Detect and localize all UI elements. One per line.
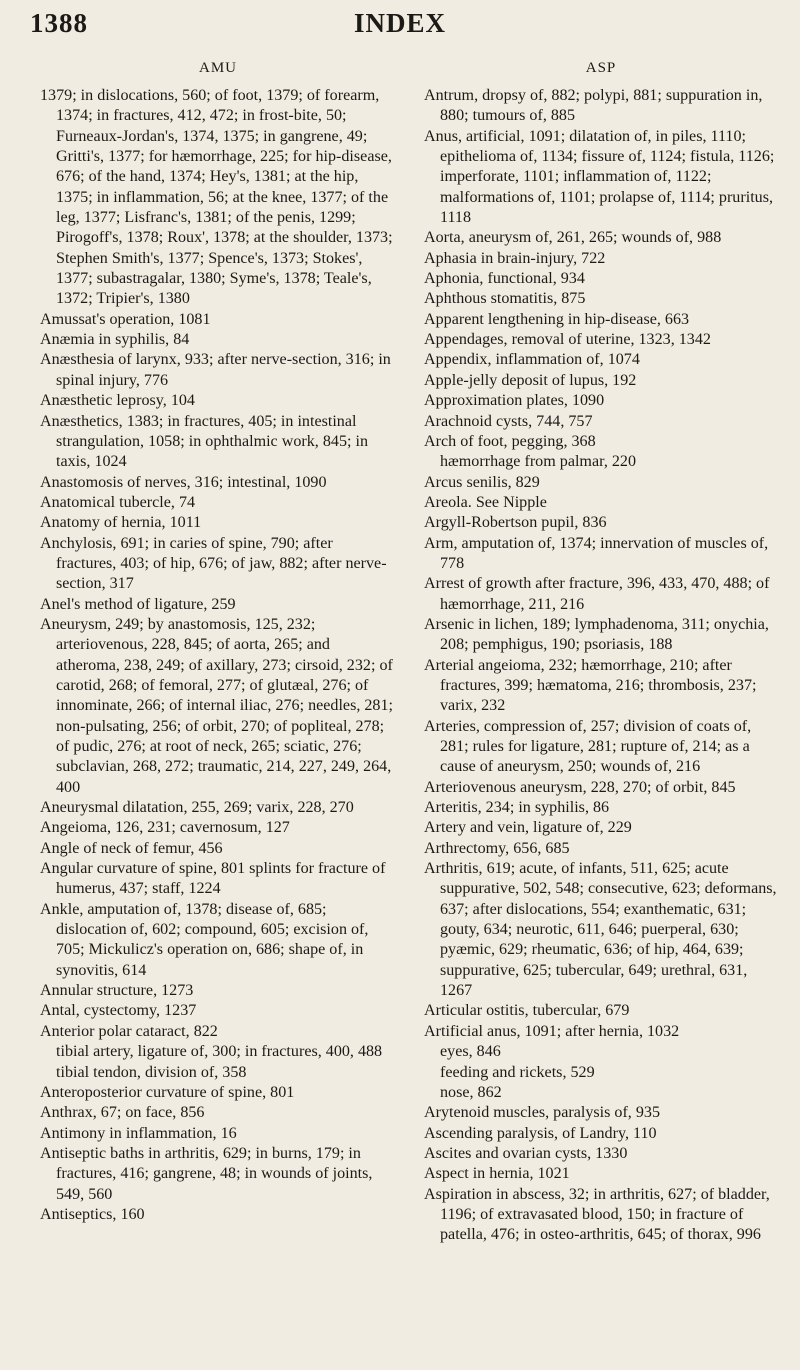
index-entry: hæmorrhage from palmar, 220 [440, 453, 637, 471]
page-number: 1388 [30, 8, 88, 38]
index-entry: Arcus senilis, 829 [424, 473, 540, 491]
index-entry: Anteroposterior curvature of spine, 801 [40, 1083, 295, 1101]
index-entry: Arteries, compression of, 257; division of coats of, 281; rules for ligature, 281; rupture of, 214; as a cause of aneurysm, 250; wounds of, 216 [424, 717, 752, 776]
index-entry: Anthrax, 67; on face, 856 [40, 1104, 205, 1122]
index-entry: Areola. See Nipple [424, 493, 547, 511]
index-entry: Appendix, inflammation of, 1074 [424, 351, 640, 369]
index-entry: Artery and vein, ligature of, 229 [424, 819, 632, 837]
index-entry: Aneurysm, 249; by anastomosis, 125, 232; arteriovenous, 228, 845; of aorta, 265; and atheroma, 238, 249; of axillary, 273; cirsoid, 232; of carotid, 268; of femoral, 277; of glutæal, 276; of innominate, 266; of internal iliac, 276; needles, 281; non-pulsating, 256; of orbit, 270; of popliteal, 278; of pudic, 276; at root of neck, 265; sciatic, 276; subclavian, 268, 272; traumatic, 214, 227, 249, 264, 400 [40, 615, 393, 796]
index-entry: Apparent lengthening in hip-disease, 663 [424, 310, 690, 328]
index-entry: eyes, 846 [440, 1043, 501, 1061]
index-entry: Articular ostitis, tubercular, 679 [424, 1002, 630, 1020]
index-entry: Anatomical tubercle, 74 [40, 493, 196, 511]
index-entry: Anastomosis of nerves, 316; intestinal, 1090 [40, 473, 327, 491]
index-entry: Aphasia in brain-injury, 722 [424, 249, 606, 267]
index-entry: Arterial angeioma, 232; hæmorrhage, 210; after fractures, 399; hæmatoma, 216; thrombosis, 237; varix, 232 [424, 656, 757, 715]
right-column-heading: ASP [585, 60, 617, 76]
index-entry: Anæmia in syphilis, 84 [40, 331, 190, 349]
index-entry: Anatomy of hernia, 1011 [40, 514, 202, 532]
index-entry: Arsenic in lichen, 189; lymphadenoma, 311; onychia, 208; pemphigus, 190; psoriasis, 188 [424, 615, 769, 654]
index-entry: Annular structure, 1273 [40, 982, 194, 1000]
index-entry: Arytenoid muscles, paralysis of, 935 [424, 1104, 660, 1122]
index-entry: 1379; in dislocations, 560; of foot, 1379; of forearm, 1374; in fractures, 412, 472; in frost-bite, 50; Furneaux-Jordan's, 1374, 1375; in gangrene, 49; Gritti's, 1377; for hæmorrhage, 225; for hip-disease, 676; of the hand, 1374; Hey's, 1381; at the hip, 1375; in inflammation, 56; at the knee, 1377; of the leg, 1377; Lisfranc's, 1381; of the penis, 1299; Pirogoff's, 1378; Roux', 1378; at the shoulder, 1373; Stephen Smith's, 1377; Spence's, 1373; Stokes', 1377; subastragalar, 1380; Syme's, 1378; Teale's, 1372; Tripier's, 1380 [40, 87, 393, 308]
index-entry: Appendages, removal of uterine, 1323, 1342 [424, 331, 711, 349]
index-entry: Apple-jelly deposit of lupus, 192 [424, 371, 637, 389]
index-entry: Ankle, amputation of, 1378; disease of, 685; dislocation of, 602; compound, 605; excision of, 705; Mickulicz's operation on, 686; shape of, in synovitis, 614 [40, 900, 369, 979]
left-column [40, 58, 396, 1225]
index-entry: Anus, artificial, 1091; dilatation of, in piles, 1110; epithelioma of, 1134; fissure of, 1124; fistula, 1126; imperforate, 1101; inflammation of, 1122; malformations of, 1101; prolapse of, 1114; pruritus, 1118 [424, 127, 775, 227]
index-entry: Arthritis, 619; acute, of infants, 511, 625; acute suppurative, 502, 548; consecutive, 623; deformans, 637; after dislocations, 554; exanthematic, 631; gouty, 634; neurotic, 611, 646; puerperal, 630; pyæmic, 629; rheumatic, 636; of hip, 464, 639; suppurative, 625; tubercular, 649; urethral, 631, 1267 [424, 860, 777, 1000]
index-entry: Approximation plates, 1090 [424, 392, 605, 410]
index-entry: Artificial anus, 1091; after hernia, 1032 [424, 1022, 680, 1040]
index-entry: Argyll-Robertson pupil, 836 [424, 514, 607, 532]
right-column [424, 58, 778, 1246]
index-entry: Aneurysmal dilatation, 255, 269; varix, 228, 270 [40, 799, 354, 817]
index-entry: Aspect in hernia, 1021 [424, 1165, 570, 1183]
index-entry: Antrum, dropsy of, 882; polypi, 881; suppuration in, 880; tumours of, 885 [424, 87, 763, 125]
index-entry: Anterior polar cataract, 822 [40, 1022, 218, 1040]
index-entry: Angular curvature of spine, 801 splints for fracture of humerus, 437; staff, 1224 [40, 860, 386, 898]
index-entry: Angeioma, 126, 231; cavernosum, 127 [40, 819, 290, 837]
left-entry-list [40, 86, 396, 1225]
index-entry: Amussat's operation, 1081 [40, 310, 211, 328]
index-entry: Arm, amputation of, 1374; innervation of muscles of, 778 [424, 534, 769, 572]
index-entry: tibial artery, ligature of, 300; in fractures, 400, 488 [56, 1043, 383, 1061]
index-entry: Arteriovenous aneurysm, 228, 270; of orbit, 845 [424, 778, 736, 796]
index-entry: Anel's method of ligature, 259 [40, 595, 236, 613]
index-entry: Anchylosis, 691; in caries of spine, 790; after fractures, 403; of hip, 676; of jaw, 882; after nerve-section, 317 [40, 534, 387, 593]
index-entry: nose, 862 [440, 1083, 502, 1101]
index-entry: Antiseptics, 160 [40, 1205, 145, 1223]
left-column-heading: AMU [198, 60, 237, 76]
index-entry: tibial tendon, division of, 358 [56, 1063, 247, 1081]
index-entry: Arthrectomy, 656, 685 [424, 839, 570, 857]
index-entry: Angle of neck of femur, 456 [40, 839, 223, 857]
index-entry: Ascites and ovarian cysts, 1330 [424, 1144, 628, 1162]
index-entry: Aphthous stomatitis, 875 [424, 290, 586, 308]
page-title: INDEX [353, 8, 446, 38]
index-entry: Arteritis, 234; in syphilis, 86 [424, 799, 610, 817]
index-entry: Anæsthetic leprosy, 104 [40, 392, 195, 410]
index-entry: feeding and rickets, 529 [440, 1063, 595, 1081]
index-entry: Anæsthesia of larynx, 933; after nerve-section, 316; in spinal injury, 776 [40, 351, 391, 389]
right-entry-list [424, 86, 778, 1246]
index-entry: Antimony in inflammation, 16 [40, 1124, 237, 1142]
index-entry: Aspiration in abscess, 32; in arthritis, 627; of bladder, 1196; of extravasated blood, 150; in fracture of patella, 476; in osteo-arthritis, 645; of thorax, 996 [424, 1185, 770, 1244]
index-entry: Arachnoid cysts, 744, 757 [424, 412, 593, 430]
index-entry: Ascending paralysis, of Landry, 110 [424, 1124, 657, 1142]
index-entry: Arch of foot, pegging, 368 [424, 432, 596, 450]
index-entry: Antal, cystectomy, 1237 [40, 1002, 197, 1020]
index-entry: Anæsthetics, 1383; in fractures, 405; in intestinal strangulation, 1058; in ophthalmic work, 845; in taxis, 1024 [40, 412, 369, 471]
index-entry: Aphonia, functional, 934 [424, 270, 585, 288]
index-entry: Antiseptic baths in arthritis, 629; in burns, 179; in fractures, 416; gangrene, 48; in wounds of joints, 549, 560 [40, 1144, 373, 1203]
index-entry: Aorta, aneurysm of, 261, 265; wounds of, 988 [424, 229, 722, 247]
index-entry: Arrest of growth after fracture, 396, 433, 470, 488; of hæmorrhage, 211, 216 [424, 575, 770, 613]
